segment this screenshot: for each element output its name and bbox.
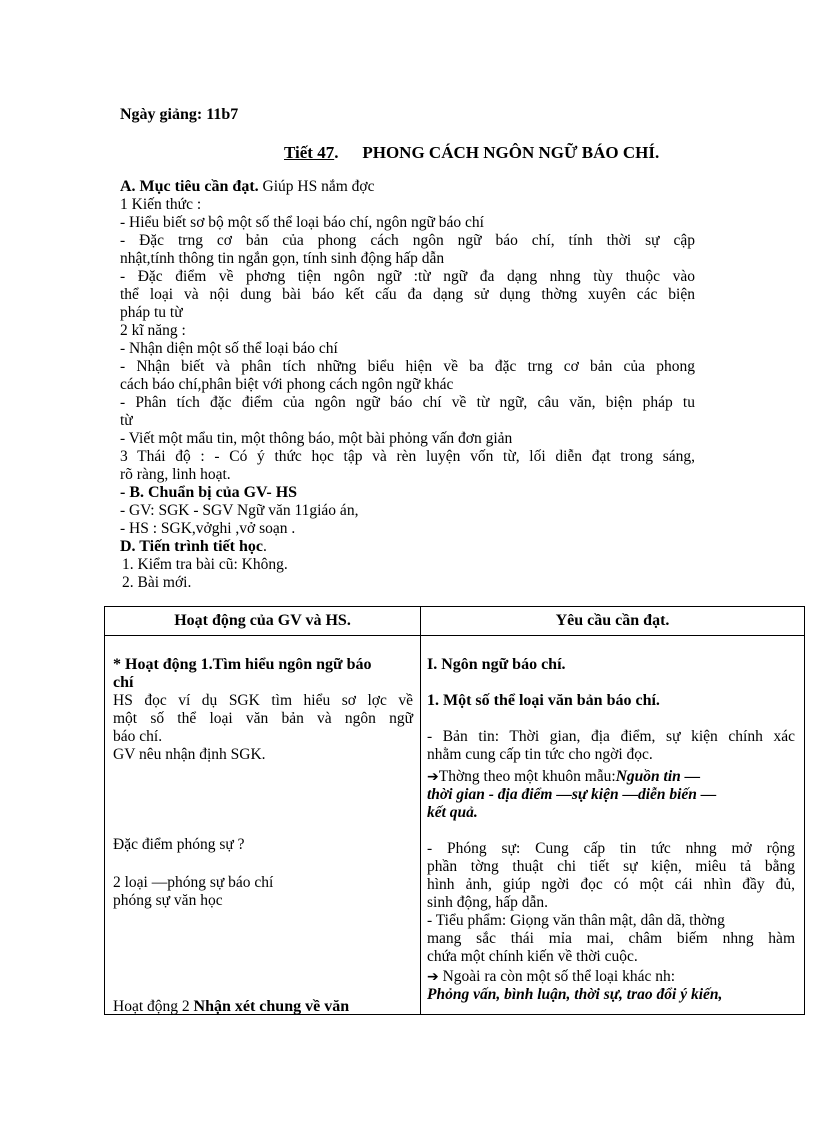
skills-item: - Nhận diện một số thể loại báo chí — [120, 340, 338, 357]
news-line: nhằm cung cấp tin tức cho ngời đọc. — [427, 746, 653, 763]
lesson-title: PHONG CÁCH NGÔN NGỮ BÁO CHÍ. — [362, 143, 660, 162]
attitude-line: 3 Thái độ : - Có ý thức học tập và rèn luyện vốn từ, lối diễn đạt trong sáng, — [120, 448, 695, 465]
skills-label: 2 kĩ năng : — [120, 322, 186, 339]
read-line: HS đọc ví dụ SGK tìm hiểu sơ lợc về — [113, 692, 413, 709]
attitude-line: rõ ràng, linh hoạt. — [120, 466, 231, 483]
objectives-heading-bold: A. Mục tiêu cần đạt. — [120, 178, 259, 195]
objectives-heading-rest: Giúp HS nắm đợc — [258, 178, 375, 195]
skills-item: - Viết một mẩu tin, một thông báo, một bài phỏng vấn đơn giản — [120, 430, 513, 447]
activity1-line: * Hoạt động 1.Tìm hiểu ngôn ngữ báo — [113, 656, 372, 673]
right-column-cell — [421, 636, 805, 1015]
preparation-item: - HS : SGK,vởghi ,vở soạn . — [120, 520, 296, 537]
report-line: sinh động, hấp dẫn. — [427, 894, 548, 911]
other-prefix: Ngoài ra còn một số thể loại khác nh: — [438, 968, 676, 985]
process-item: 1. Kiểm tra bài cũ: Không. — [122, 556, 288, 573]
preparation-item: - GV: SGK - SGV Ngữ văn 11giáo án, — [120, 502, 359, 519]
activity1-line: chí — [113, 674, 134, 691]
table-header-row — [105, 607, 805, 636]
knowledge-item: nhật,tính thông tin ngắn gọn, tính sinh động hấp dẫn — [120, 250, 445, 267]
date-line: Ngày giảng: 11b7 — [120, 106, 239, 123]
report-line: phần tờng thuật chi tiết sự kiện, miêu tả bằng — [427, 858, 795, 875]
sketch-line: chứa một chính kiến về thời cuộc. — [427, 948, 638, 965]
process-heading — [120, 538, 267, 556]
subsection-title: 1. Một số thể loại văn bản báo chí. — [427, 692, 660, 709]
lesson-number: Tiết 47 — [284, 143, 335, 162]
left-column-cell — [105, 636, 421, 1015]
knowledge-item: pháp tu từ — [120, 304, 183, 321]
knowledge-item: - Đặc điểm về phơng tiện ngôn ngữ :từ ngữ đa dạng nhng tùy thuộc vào — [120, 268, 695, 285]
process-item: 2. Bài mới. — [122, 574, 192, 591]
sketch-line: mang sắc thái mỉa mai, châm biếm nhng hàm — [427, 930, 795, 947]
skills-item: cách báo chí,phân biệt với phong cách ngôn ngữ khác — [120, 376, 454, 393]
knowledge-label: 1 Kiến thức : — [120, 196, 202, 213]
knowledge-item: - Đặc trng cơ bản của phong cách ngôn ngữ báo chí, tính thời sự cập — [120, 232, 695, 249]
types-line: phóng sự văn học — [113, 892, 223, 909]
formula-line: thời gian - địa điểm —sự kiện —diễn biến — — [427, 786, 717, 803]
sketch-line: - Tiểu phẩm: Giọng văn thân mật, dân dã, thờng — [427, 912, 725, 929]
skills-item: từ — [120, 412, 133, 429]
report-line: hình ảnh, giúp ngời đọc có một cái nhìn đầy đủ, — [427, 876, 795, 893]
read-line: một số thể loại văn bản và ngôn ngữ — [113, 710, 413, 727]
arrow-icon: ➔ — [427, 969, 439, 985]
formula-line: kết quả. — [427, 804, 478, 821]
other-line: Phỏng vấn, bình luận, thời sự, trao đổi ý kiến, — [427, 986, 723, 1003]
arrow-icon: ➔ — [427, 769, 439, 785]
read-line: báo chí. — [113, 728, 163, 745]
objectives-heading — [120, 178, 374, 196]
table-row — [105, 636, 805, 1015]
report-line: - Phóng sự: Cung cấp tin tức nhng mở rộng — [427, 840, 795, 857]
question-line: Đặc điểm phóng sự ? — [113, 836, 245, 853]
skills-item: - Phân tích đặc điểm của ngôn ngữ báo chí về từ ngữ, câu văn, biện pháp tu — [120, 394, 695, 411]
gv-line: GV nêu nhận định SGK. — [113, 746, 266, 763]
other-line — [427, 968, 795, 986]
lesson-heading — [284, 144, 659, 163]
formula-bold: Nguồn tin — — [615, 768, 701, 785]
activity2-line — [113, 998, 413, 1014]
process-heading-dot: . — [262, 538, 267, 555]
skills-item: - Nhận biết và phân tích những biểu hiện về ba đặc trng cơ bản của phong — [120, 358, 695, 375]
knowledge-item: - Hiểu biết sơ bộ một số thể loại báo chí, ngôn ngữ báo chí — [120, 214, 484, 231]
process-heading-text: D. Tiến trình tiết học — [120, 538, 263, 555]
lesson-number-dot: . — [334, 143, 339, 162]
activity2-bold: Nhận xét chung về văn — [193, 998, 350, 1014]
right-column-header: Yêu cầu cần đạt. — [421, 607, 805, 636]
left-column-header: Hoạt động của GV và HS. — [105, 607, 421, 636]
preparation-heading: - B. Chuẩn bị của GV- HS — [120, 484, 298, 501]
activity2-prefix: Hoạt động 2 — [113, 998, 194, 1014]
formula-prefix: Thờng theo một khuôn mẫu: — [438, 768, 616, 785]
section-title: I. Ngôn ngữ báo chí. — [427, 656, 566, 673]
lesson-table — [104, 606, 805, 1015]
formula-line — [427, 768, 795, 786]
knowledge-item: thể loại và nội dung bài báo kết cấu đa dạng sử dụng thờng xuyên các biện — [120, 286, 695, 303]
news-line: - Bản tin: Thời gian, địa điểm, sự kiện chính xác — [427, 728, 795, 745]
types-line: 2 loại —phóng sự báo chí — [113, 874, 274, 891]
